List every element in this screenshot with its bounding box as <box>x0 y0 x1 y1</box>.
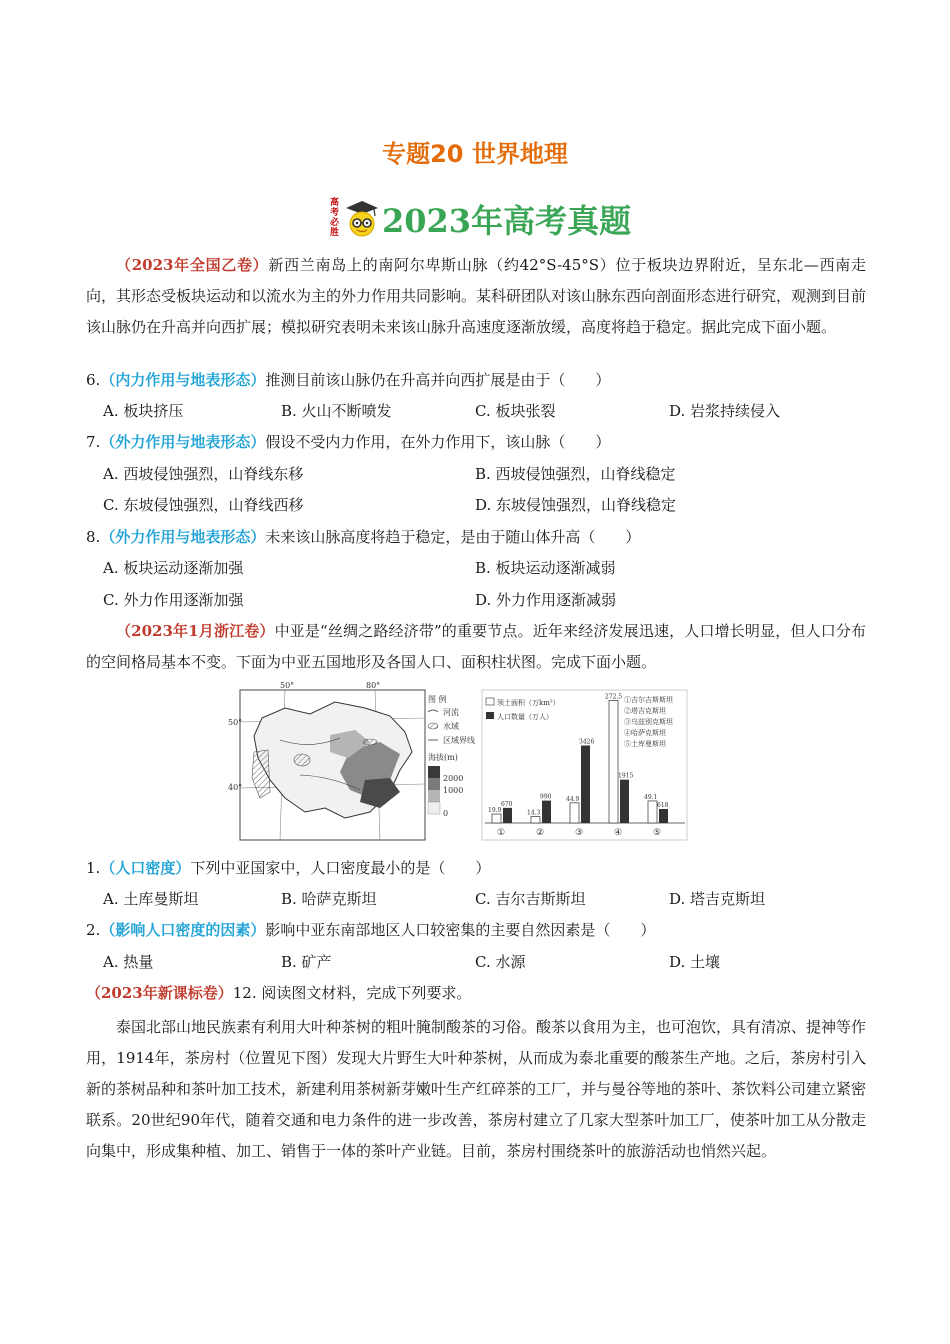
area-value-label: 19.9 <box>488 807 502 815</box>
q1-option-b: B. 哈萨克斯坦 <box>281 890 377 908</box>
category-tick-label: ② <box>536 828 545 838</box>
q8-option-d: D. 外力作用逐渐减弱 <box>475 591 617 609</box>
question-2: 2.（影响人口密度的因素）影响中亚东南部地区人口较密集的主要自然因素是（ ） <box>86 921 656 939</box>
question-7-tag: （外力作用与地表形态） <box>100 433 266 451</box>
question-1-stem: 下列中亚国家中，人口密度最小的是（ ） <box>190 859 491 877</box>
map-lat-label: 50° <box>228 718 243 727</box>
q8-option-c: C. 外力作用逐渐加强 <box>103 591 244 609</box>
passage-1-source: （2023年全国乙卷） <box>116 256 269 274</box>
population-value-label: 990 <box>540 793 552 801</box>
question-8-stem: 未来该山脉高度将趋于稳定，是由于随山体升高（ ） <box>265 528 641 546</box>
population-value-label: 618 <box>657 802 669 810</box>
question-7-stem: 假设不受内力作用，在外力作用下，该山脉（ ） <box>265 433 611 451</box>
question-1: 1.（人口密度）下列中亚国家中，人口密度最小的是（ ） <box>86 859 491 877</box>
banner-text: 2023年高考真题 <box>382 202 632 240</box>
q2-option-b: B. 矿产 <box>281 953 332 971</box>
area-bar <box>570 803 579 823</box>
banner-stamp: 高 考 必 胜 <box>330 198 340 238</box>
country-key: ④哈萨克斯坦 <box>624 729 666 737</box>
central-asia-figure <box>228 680 690 845</box>
q8-option-b: B. 板块运动逐渐减弱 <box>475 559 616 577</box>
q7-option-a: A. 西坡侵蚀强烈，山脊线东移 <box>103 465 304 483</box>
question-2-tag: （影响人口密度的因素） <box>100 921 266 939</box>
q2-option-c: C. 水源 <box>475 953 526 971</box>
q6-option-d: D. 岩浆持续侵入 <box>669 402 781 420</box>
question-6: 6.（内力作用与地表形态）推测目前该山脉仍在升高并向西扩展是由于（ ） <box>86 371 611 389</box>
population-bar <box>581 746 590 824</box>
legend-area-swatch <box>486 698 494 705</box>
legend-area-label: 领土面积（万km²） <box>497 699 560 707</box>
population-bar <box>503 808 512 823</box>
question-8-tag: （外力作用与地表形态） <box>100 528 266 546</box>
question-1-tag: （人口密度） <box>100 859 191 877</box>
q6-option-a: A. 板块挤压 <box>103 402 184 420</box>
country-key: ①吉尔吉斯斯坦 <box>624 696 673 704</box>
q1-option-d: D. 塔吉克斯坦 <box>669 890 766 908</box>
passage-1 <box>86 250 866 343</box>
graduate-mascot-icon <box>344 200 380 238</box>
map-legend-river: 河流 <box>443 708 459 717</box>
q7-option-c: C. 东坡侵蚀强烈，山脊线西移 <box>103 496 304 514</box>
area-bar <box>492 814 501 823</box>
q1-option-c: C. 吉尔吉斯斯坦 <box>475 890 586 908</box>
passage-3: 泰国北部山地民族素有利用大叶种茶树的粗叶腌制酸茶的习俗。酸茶以食用为主，也可泡饮，具有清凉、提神等作用，1914年，茶房村（位置见下图）发现大片野生大叶种茶树，从而成为泰北重要的酸茶生产地。之后，茶房村引入新的茶树品种和茶叶加工技术，新建利用茶树新芽嫩叶生产红碎茶的工厂，并与曼谷等地的茶叶、茶饮料公司建立紧密联系。20世纪90年代，随着交通和电力条件的进一步改善，茶房村建立了几家大型茶叶加工厂，使茶叶加工从分散走向集中，形成集种植、加工、销售于一体的茶叶产业链。目前，茶房村围绕茶叶的旅游活动也悄然兴起。 <box>86 1018 867 1160</box>
map-balkhash-lake <box>363 739 377 745</box>
passage-2-text: 中亚是“丝绸之路经济带”的重要节点。近年来经济发展迅速，人口增长明显，但人口分布的空间格局基本不变。下面为中亚五国地形及各国人口、面积柱状图。完成下面小题。 <box>86 622 867 671</box>
population-value-label: 3426 <box>579 738 595 746</box>
section-banner <box>330 196 630 240</box>
question-12-source: （2023年新课标卷） <box>86 984 233 1002</box>
category-tick-label: ⑤ <box>653 828 662 838</box>
country-key: ③乌兹别克斯坦 <box>624 718 673 726</box>
population-bar <box>620 780 629 823</box>
question-7: 7.（外力作用与地表形态）假设不受内力作用，在外力作用下，该山脉（ ） <box>86 433 611 451</box>
map-lon-label: 80° <box>366 681 381 690</box>
question-8: 8.（外力作用与地表形态）未来该山脉高度将趋于稳定，是由于随山体升高（ ） <box>86 528 641 546</box>
country-key: ⑤土库曼斯坦 <box>624 740 666 748</box>
question-6-stem: 推测目前该山脉仍在升高并向西扩展是由于（ ） <box>265 371 611 389</box>
area-value-label: 14.3 <box>527 809 541 817</box>
population-value-label: 670 <box>501 800 513 808</box>
question-6-tag: （内力作用与地表形态） <box>100 371 266 389</box>
question-12-stem: 12. 阅读图文材料，完成下列要求。 <box>232 984 472 1002</box>
legend-pop-label: 人口数量（万人） <box>497 713 553 721</box>
area-value-label: 44.9 <box>566 795 580 803</box>
category-tick-label: ① <box>497 828 506 838</box>
category-tick-label: ④ <box>614 828 623 838</box>
figure-svg <box>228 680 690 845</box>
area-value-label: 49.1 <box>644 793 658 801</box>
map-lat-label: 40° <box>228 783 243 792</box>
legend-pop-swatch <box>486 712 494 719</box>
page-title: 专题20 世界地理 <box>382 140 568 168</box>
q8-option-a: A. 板块运动逐渐加强 <box>103 559 244 577</box>
elevation-tick: 2000 <box>443 774 464 783</box>
passage-2 <box>86 616 866 678</box>
q1-option-a: A. 土库曼斯坦 <box>103 890 199 908</box>
map-legend-title: 图 例 <box>428 695 447 704</box>
q7-option-d: D. 东坡侵蚀强烈，山脊线稳定 <box>475 496 677 514</box>
q2-option-a: A. 热量 <box>103 953 154 971</box>
area-bar <box>648 801 657 823</box>
elevation-title: 海拔(m) <box>428 753 458 762</box>
question-12 <box>86 980 471 1006</box>
area-bar <box>531 817 540 823</box>
q6-option-c: C. 板块张裂 <box>475 402 556 420</box>
population-value-label: 1915 <box>618 772 634 780</box>
map-legend-boundary: 区域界线 <box>443 736 475 745</box>
map-aral-sea <box>294 754 310 766</box>
population-bar <box>542 801 551 823</box>
q7-option-b: B. 西坡侵蚀强烈，山脊线稳定 <box>475 465 676 483</box>
map-legend-water: 水域 <box>443 722 459 731</box>
area-bar <box>609 701 618 824</box>
category-tick-label: ③ <box>575 828 584 838</box>
country-key: ②塔吉克斯坦 <box>624 707 666 715</box>
passage-1-text: 新西兰南岛上的南阿尔卑斯山脉（约42°S-45°S）位于板块边界附近，呈东北—西南走向，其形态受板块运动和以流水为主的外力作用共同影响。某科研团队对该山脉东西向剖面形态进行研究，观测到目前该山脉仍在升高并向西扩展；模拟研究表明未来该山脉升高速度逐渐放缓，高度将趋于稳定。据此完成下面小题。 <box>86 256 867 336</box>
area-value-label: 272.5 <box>605 693 623 701</box>
population-bar <box>659 809 668 823</box>
q2-option-d: D. 土壤 <box>669 953 721 971</box>
elevation-tick: 1000 <box>443 786 464 795</box>
passage-2-source: （2023年1月浙江卷） <box>116 622 275 640</box>
map-lon-label: 50° <box>280 681 295 690</box>
question-2-stem: 影响中亚东南部地区人口较密集的主要自然因素是（ ） <box>265 921 656 939</box>
q6-option-b: B. 火山不断喷发 <box>281 402 392 420</box>
elevation-tick: 0 <box>443 809 449 818</box>
